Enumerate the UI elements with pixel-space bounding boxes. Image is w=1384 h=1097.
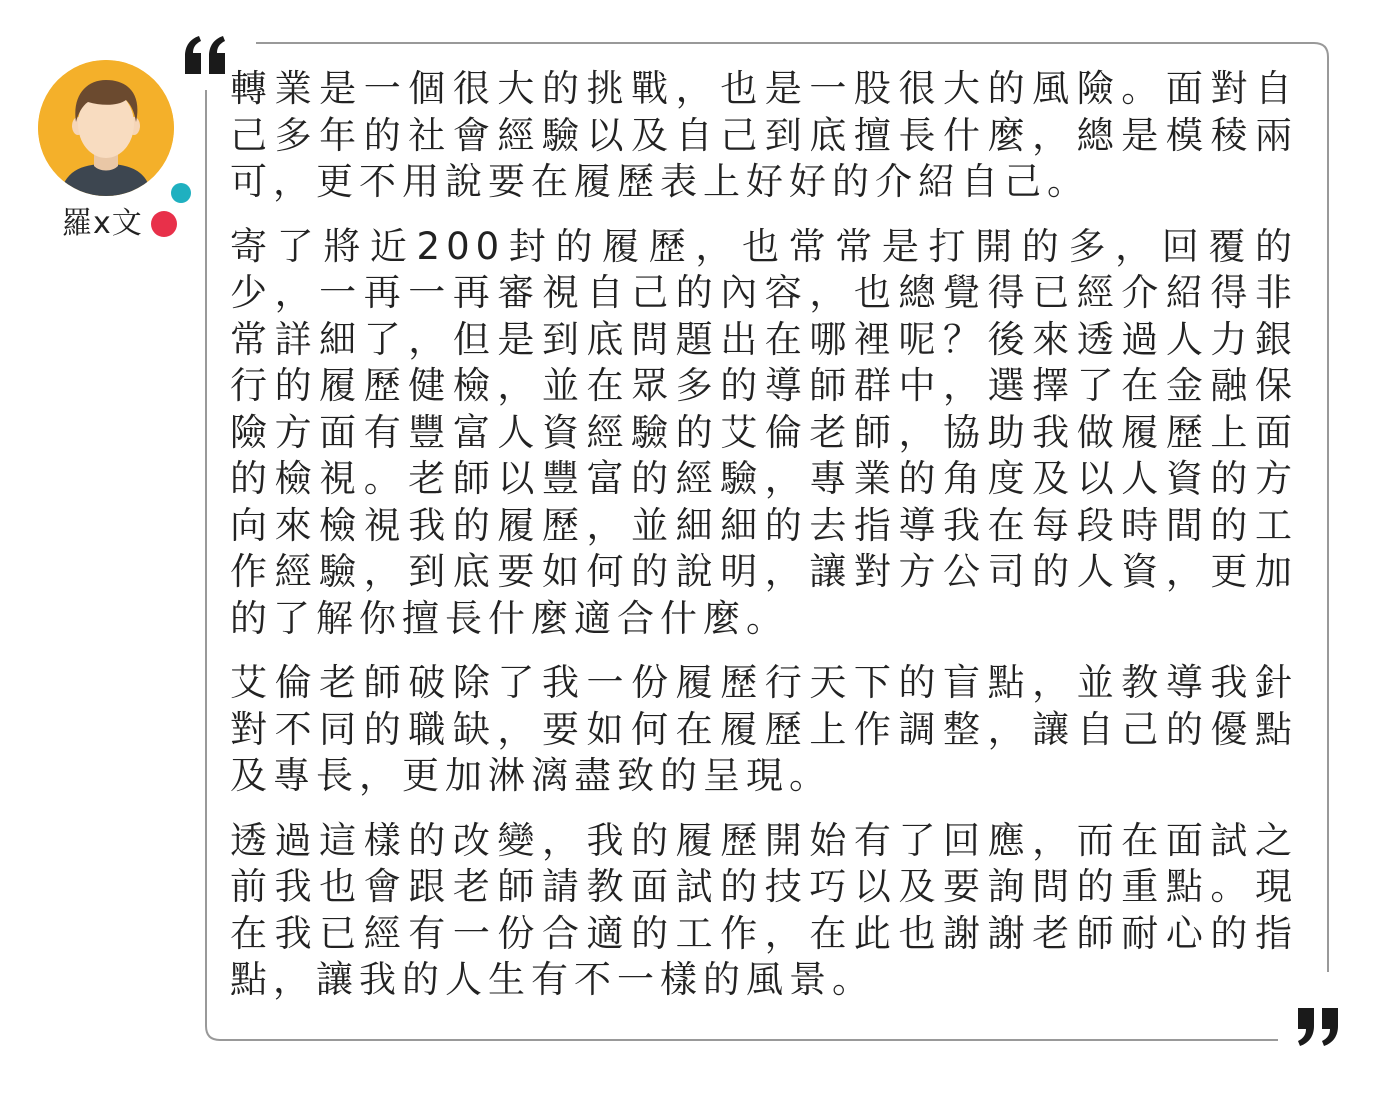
testimonial-paragraph: 艾倫老師破除了我一份履歷行天下的盲點，並教導我針對不同的職缺，要如何在履歷上作調整，讓自己的優點及專長，更加淋漓盡致的呈現。 [230, 661, 1298, 797]
author-avatar [38, 60, 174, 196]
red-accent-dot [151, 211, 177, 237]
person-avatar-icon [38, 60, 174, 196]
testimonial-body [230, 66, 1298, 1022]
testimonial-paragraph: 轉業是一個很大的挑戰，也是一股很大的風險。面對自己多年的社會經驗以及自己到底擅長什麼，總是模稜兩可，更不用說要在履歷表上好好的介紹自己。 [230, 67, 1298, 203]
teal-accent-dot [171, 183, 191, 203]
testimonial-paragraph: 透過這樣的改變，我的履歷開始有了回應，而在面試之前我也會跟老師請教面試的技巧以及要詢問的重點。現在我已經有一份合適的工作，在此也謝謝老師耐心的指點，讓我的人生有不一樣的風景。 [230, 818, 1298, 1001]
author-name: 羅x文 [62, 206, 143, 241]
close-quote-icon [1294, 1004, 1340, 1048]
open-quote-icon [183, 34, 229, 78]
testimonial-paragraph: 寄了將近200封的履歷，也常常是打開的多，回覆的少，一再一再審視自己的內容，也總覺得已經介紹得非常詳細了，但是到底問題出在哪裡呢？後來透過人力銀行的履歷健檢，並在眾多的導師群中，選擇了在金融保險方面有豐富人資經驗的艾倫老師，協助我做履歷上面的檢視。老師以豐富的經驗，專業的角度及以人資的方向來檢視我的履歷，並細細的去指導我在每段時間的工作經驗，到底要如何的說明，讓對方公司的人資，更加的了解你擅長什麼適合什麼。 [230, 224, 1298, 640]
